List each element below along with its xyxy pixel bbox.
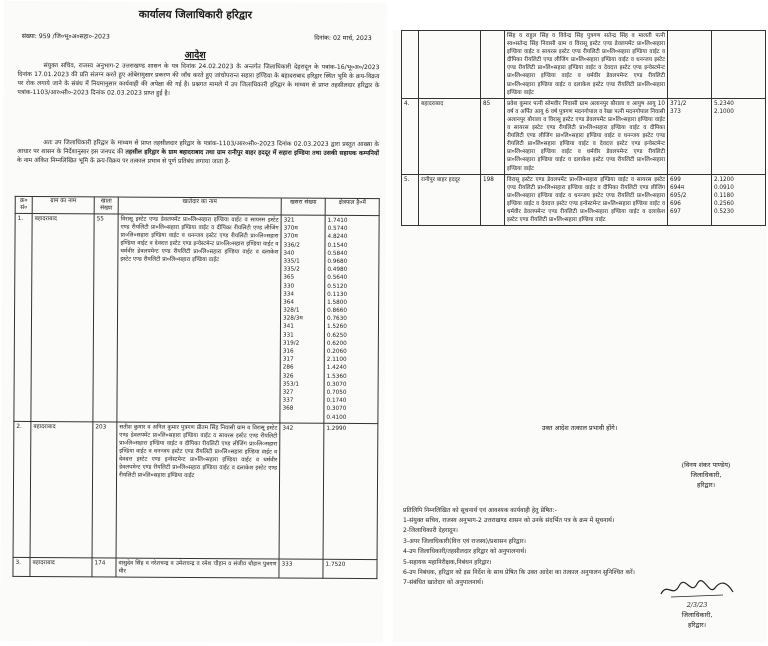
khasra-number: 335/2 <box>283 266 300 273</box>
khasra-number: 364 <box>283 299 294 306</box>
table-row <box>13 557 377 578</box>
area-value: 0.8660 <box>327 307 347 314</box>
area-value: 0.5120 <box>327 283 348 290</box>
khasra-number: 373 <box>670 108 681 115</box>
area-value: 4.8240 <box>327 234 348 241</box>
khasra-number: 328/1 <box>283 307 300 314</box>
area-value: 0.9680 <box>327 258 348 265</box>
order-heading: आदेश <box>184 49 206 62</box>
cell-khasra <box>668 174 712 226</box>
area-value: 0.1540 <box>327 242 348 249</box>
order-paragraph-1: संयुक्त सचिव, राजस्व अनुभाग-2 उत्तराखण्ड शासन के पत्र दिनांक 24.02.2023 के अन्तर्गत जिलाधिकारी देहरादून के पत्रांक-16/भू०अ०/2023 दिनांक 17.01.2023 की प्रति संलग्न करते हुए ओबेरामुसार प्रकरण की जाँच करते हुए जांचोपरान्त सहारा इण्डिया के बहादराबाद हरिद्वार स्थित भूमि के क्रय-विक्रय पर रोक लगाये जाने के संबंध में नियमानुसार कार्यवाही की अपेक्षा की गई है। प्रश्नगत मामले में उप जिलाधिकारी हरिद्वार के माध्यम से प्राप्त तहसीलदार हरिद्वार के पत्रांक-1103/आर०सी०-2023 दिनांक 02.03.2023 प्राप्त हुई है। <box>17 62 380 98</box>
copy-to-item: 4-उप जिलाधिकारी/तहसीलदार हरिद्वार को अनुपालनार्थ। <box>403 548 527 556</box>
memo-date: दिनांक: 02 मार्च, 2023 <box>314 34 372 43</box>
cell-village: बहादराबाद <box>419 98 481 174</box>
area-value: 1.5800 <box>327 299 348 306</box>
cell-area <box>323 423 378 559</box>
copy-to-item: 1-संयुक्त सचिव, राजस्व अनुभाग-2 उत्तराखण्ड शासन को उनके संदर्भित पत्र के क्रम में सूचनार्थ। <box>403 517 615 524</box>
signatory-place: हरिद्वार। <box>687 621 707 629</box>
signature-block-bottom <box>647 578 747 630</box>
khasra-number: 699 <box>670 176 681 183</box>
signatory-designation: जिलाधिकारी, <box>681 611 713 619</box>
khasra-number: 341 <box>282 323 294 331</box>
area-value: 1.7410 <box>327 217 348 224</box>
cell-khasra <box>280 215 325 423</box>
col-header-village: ग्राम का नाम <box>32 197 94 214</box>
area-value: 0.6200 <box>326 340 347 347</box>
memo-reference-line <box>21 31 372 43</box>
khasra-number: 286 <box>282 364 294 371</box>
order-paragraph-2-bold: तहसील हरिद्वार के ग्राम बहादराबाद तथा ग्राम रानीपुर बाहर हददूर में सहारा इण्डिया तथा उसकी सहायक कम्पनियों <box>125 148 380 158</box>
table-row <box>402 31 766 99</box>
area-value: 0.5840 <box>327 250 348 257</box>
area-value: 5.2340 <box>714 100 734 107</box>
col-header-account: खाता संख्या <box>94 197 118 214</box>
area-value: 0.4980 <box>327 266 348 274</box>
cell-sno: 4. <box>402 98 419 174</box>
cell-village: बहादराबाद <box>31 214 94 422</box>
signatory-name: (विनय शंकर पाण्डेय) <box>681 461 731 469</box>
area-value: 0.7630 <box>327 316 347 323</box>
order-page-1 <box>0 1 387 643</box>
copy-to-item: 6-उप निबंधक, हरिद्वार को इस निर्देश के साथ प्रेषित कि उक्त आदेश का तत्काल अनुपालन सुनिश्चित करें। <box>403 569 635 577</box>
cell-account: 85 <box>481 98 505 174</box>
cell-area <box>712 98 766 174</box>
copy-to-item: 7-संबंधित खातेदार को अनुपालनार्थ। <box>403 579 484 587</box>
copy-to-item: 3-अपर जिलाधिकारी(वित्त एवं राजस्व)/प्रशासन हरिद्वार। <box>403 537 526 545</box>
area-value: 1.4240 <box>326 365 347 372</box>
khasra-number: 336/2 <box>283 242 300 249</box>
khasra-number: 370म <box>283 233 298 241</box>
land-table <box>12 196 379 579</box>
cell-khasra <box>279 423 324 559</box>
area-value: 1.5360 <box>326 373 347 380</box>
cell-sno: 1. <box>14 213 32 421</box>
khasra-number: 368 <box>282 405 294 412</box>
area-value: 0.5230 <box>714 209 734 216</box>
khasra-number: 697 <box>670 209 681 216</box>
khasra-number: 696 <box>670 201 681 208</box>
area-value: 0.1740 <box>326 397 347 405</box>
khasra-number: 695/2 <box>670 192 687 199</box>
khasra-number: 334 <box>283 291 295 298</box>
cell-owner: वासुदेव सिंह व नरेशचन्द्र व उमेशचन्द्र व रमेश चौहान व संजीव चौहान पुत्रगण धीर <box>116 558 279 578</box>
khasra-number: 321 <box>283 217 295 224</box>
cell-owner: सिंह व राहुल सिंह व विवेन्द्र सिंह पुत्रगण सतेन्द्र सिंह व मालती पत्नी स्व०सतेन्द्र सिंह निवासी ग्राम व विरासू इस्टेट एण्ड डेवलपमेंट प्रा०लि०सहारा इण्डिया वाईट व सायरस इस्टेट एण्ड रीयलिटी प्रा०लि०सहारा इण्डिया वाईट व दीपिका रीयलिटी एण्ड लीजिंग प्रा०लि०सहारा इण्डिया वाईट व धनन्जय इस्टेट एण्ड रीयलिटी प्रा०लि०सहारा इण्डिया वाईट व देवदत्त इस्टेट एण्ड इन्वेस्टमेन्ट प्रा०लि०सहारा इण्डिया वाईट व धर्मवीर डेवलपमेन्ट एण्ड रीयलिटी प्रा०लि०सहारा इण्डिया वाईट व दलाकेश इस्टेट एण्ड रीयलिटी प्रा०लि०सहारा इण्डिया वाईट <box>505 31 668 99</box>
khasra-number: 353/1 <box>282 381 300 388</box>
cell-khasra <box>279 559 323 578</box>
khasra-number: 335/1 <box>283 258 300 265</box>
area-value: 0.5740 <box>327 226 348 233</box>
memo-number: संख्या: 959 /जि०भू०अ०सहा०-2023 <box>21 32 110 41</box>
khasra-number: 371/2 <box>670 100 687 107</box>
office-title: कार्यालय जिलाधिकारी हरिद्वार <box>138 8 252 22</box>
table-row <box>402 174 766 226</box>
cell-account <box>481 31 505 99</box>
khasra-number: 327 <box>282 389 294 396</box>
cell-area <box>712 174 766 226</box>
table-header-row <box>15 196 379 215</box>
cell-area <box>323 559 377 579</box>
khasra-number: 370म <box>283 225 298 232</box>
cell-account: 198 <box>481 174 505 226</box>
table-row <box>402 98 766 174</box>
khasra-number: 342 <box>282 425 294 432</box>
khasra-number: 331 <box>282 332 294 339</box>
col-header-owner: खातेदार का नाम <box>118 197 281 215</box>
khasra-number: 337 <box>282 397 294 404</box>
cell-khasra <box>668 31 712 99</box>
cell-account: 203 <box>92 422 117 558</box>
cell-account: 55 <box>93 214 118 422</box>
cell-sno: 2. <box>13 421 31 557</box>
khasra-number: 328/3म <box>283 315 303 322</box>
khasra-number: 317 <box>282 356 294 363</box>
area-value: 0.1180 <box>714 192 734 199</box>
cell-account: 174 <box>92 558 116 577</box>
cell-area <box>712 31 766 99</box>
khasra-number: 340 <box>283 250 295 257</box>
area-value: 1.7520 <box>325 561 346 568</box>
table-row <box>14 213 379 423</box>
area-value: 0.7050 <box>326 389 347 396</box>
cell-area <box>324 215 379 423</box>
table-row <box>13 421 378 559</box>
copy-to-item: 5-सहायक महानिरीक्षक,निबंधन हरिद्वार। <box>403 558 492 566</box>
cell-village: बहादराबाद <box>30 421 93 557</box>
cell-khasra <box>668 98 712 174</box>
area-value: 1.2990 <box>326 425 347 432</box>
khasra-number: 365 <box>283 274 295 281</box>
khasra-number: 333 <box>281 561 293 568</box>
order-page-2 <box>393 30 766 642</box>
cell-village <box>419 31 481 99</box>
signatory-designation: जिलाधिकारी, <box>690 471 722 479</box>
area-value: 2.1000 <box>714 108 734 115</box>
area-value: 0.2060 <box>326 348 347 355</box>
cell-owner: प्रवेश कुमार पत्नी सोमवीर निवासी ग्राम अलानपुर बौराला व आयुष आयु 10 वर्ष व अर्पित आयु 6 वर्ष पुत्रगण मदनगोपाल व रेखा पत्नी मदनगोपाल निवासी अलानपुर बौराला व विरासू इस्टेट एण्ड डेवलपमेंट प्रा०लि०सहारा इण्डिया वाईट व सायरस इस्टेट एण्ड रीयलिटी प्रा०लि०सहारा इण्डिया वाईट व दीपिका रीयलिटी एण्ड लीजिंग प्रा०लि०सहारा इण्डिया वाईट व धनन्जय इस्टेट एण्ड रीयलिटी प्रा०लि०सहारा इण्डिया वाईट व देवदत्त इस्टेट एण्ड इन्वेस्टमेन्ट प्रा०लि०सहारा इण्डिया वाईट व धर्मवीर डेवलपमेन्ट एण्ड रीयलिटी प्रा०लि०सहारा इण्डिया वाईट व दलाकेश इस्टेट एण्ड रीयलिटी प्रा०लि०सहारा इण्डिया वाईट <box>505 98 668 174</box>
khasra-number: 326 <box>282 373 294 380</box>
order-paragraph-2-text: अतः उप जिलाधिकारी हरिद्वार के माध्यम से प्राप्त तहसीलदार हरिद्वार के पत्रांक-1103/आर०सी०-2023 दिनांक 02.03.2023 द्वारा प्रस्तुत आख्या के आधार पर शासन के निर्देशानुसार इस जनपद की <box>17 139 380 156</box>
land-table-continued <box>401 30 766 226</box>
col-header-khasra: खसरा संख्या <box>281 198 325 215</box>
order-effect-line: उक्त आदेश तत्काल प्रभावी होंगे। <box>541 424 618 432</box>
cell-owner: विरासू इस्टेट एण्ड डेवलपमेंट प्रा०लि०सहारा इण्डिया वाईट व सायरस इस्टेट एण्ड रीयलिटी प्रा०लि०सहारा इण्डिया वाईट व दीपिका रीयलिटी एण्ड लीजिंग प्रा०लि०सहारा इण्डिया वाईट व धनन्जय इस्टेट एण्ड रीयलिटी प्रा०लि०सहारा इण्डिया वाईट व देवदत्त इस्टेट एण्ड इन्वेस्टमेन्ट प्रा०लि०सहारा इण्डिया वाईट व धर्मवीर डेवलपमेन्ट एण्ड रीयलिटी प्रा०लि०सहारा इण्डिया वाईट व दलाकेश इस्टेट एण्ड रीयलिटी प्रा०लि०सहारा इण्डिया वाईट <box>505 174 668 226</box>
khasra-number: 319/2 <box>282 340 300 347</box>
khasra-number: 694म <box>670 184 685 191</box>
area-value: 2.1200 <box>714 176 734 183</box>
cell-village: रानीपुर बाहर हददूर <box>419 174 481 226</box>
col-header-sno: क्र० सं० <box>15 196 32 213</box>
cell-owner: विरासू इस्टेट एण्ड डेवलपमेंट प्रा०लि०सहारा इण्डिया वाईट व सायरस इस्टेट एण्ड रीयलिटी प्रा०लि०सहारा इण्डिया वाईट व दीपिका रीयलिटी एण्ड लीजिंग प्रा०लि०सहारा इण्डिया वाईट व धनन्जय इस्टेट एण्ड रीयलिटी प्रा०लि०सहारा इण्डिया वाईट व देवदत्त इस्टेट एण्ड इन्वेस्टमेन्ट प्रा०लि०सहारा इण्डिया वाईट व धर्मवीर डेवलपमेन्ट एण्ड रीयलिटी प्रा०लि०सहारा इण्डिया वाईट व दलाकेश इस्टेट एण्ड रीयलिटी प्रा०लि०सहारा इण्डिया वाईट <box>117 214 281 423</box>
area-value: 0.0910 <box>714 184 734 191</box>
area-value: 0.1130 <box>327 291 348 298</box>
cell-sno <box>402 31 419 99</box>
area-value: 1.5260 <box>326 324 347 331</box>
signature-block-top <box>651 460 761 490</box>
order-paragraph-2-tail: के नाम अंकित निम्नलिखित भूमि के क्रय-विक्रय पर तत्काल प्रभाव से पूर्ण प्रतिबंध लगाया जाता है- <box>16 157 231 166</box>
area-value: 0.3070 <box>326 381 347 388</box>
cell-owner: सतीश कुमार व अनिल कुमार पुत्रगण प्रीतम सिंह निवासी ग्राम व विरासू इस्टेट एण्ड डेवलपमेंट प्रा०लि०सहारा इण्डिया वाईट व सायरस इस्टेट एण्ड रीयलिटी प्रा०लि०सहारा इण्डिया वाईट व दीपिका रीयलिटी एण्ड लीजिंग प्रा०लि०सहारा इण्डिया वाईट व धनन्जय इस्टेट एण्ड रीयलिटी प्रा०लि०सहारा इण्डिया वाईट व देवदत्त इस्टेट एण्ड इन्वेस्टमेन्ट प्रा०लि०सहारा इण्डिया वाईट व धर्मवीर डेवलपमेन्ट एण्ड रीयलिटी प्रा०लि०सहारा इण्डिया वाईट व दलाकेश इस्टेट एण्ड रीयलिटी प्रा०लि०सहारा इण्डिया वाईट <box>116 422 280 559</box>
area-value: 0.4100 <box>326 414 347 421</box>
khasra-number: 316 <box>282 348 294 355</box>
copy-to-intro: प्रतिलिपि निम्नलिखित को सूचनार्थ एवं आवश्यक कार्यवाही हेतु प्रेषित:- <box>403 507 557 514</box>
area-value: 0.3070 <box>326 406 347 413</box>
cell-sno: 5. <box>402 174 419 226</box>
signatory-place: हरिद्वार। <box>696 481 716 489</box>
handwritten-signature-icon <box>657 578 737 600</box>
order-paragraph-2 <box>17 138 379 167</box>
area-value: 0.6250 <box>326 332 347 339</box>
khasra-number: 330 <box>283 283 295 290</box>
col-header-area: क्षेत्रफल है०में <box>325 198 379 215</box>
area-value: 0.2560 <box>714 201 734 208</box>
signed-date: 2/3/23 <box>686 601 708 609</box>
area-value: 2.1100 <box>326 357 347 364</box>
cell-village: बहादराबाद <box>30 557 92 577</box>
area-value: 0.5640 <box>327 275 348 282</box>
cell-sno: 3. <box>13 557 30 576</box>
copy-to-item: 2-जिलाधिकारी देहरादून। <box>403 527 458 535</box>
